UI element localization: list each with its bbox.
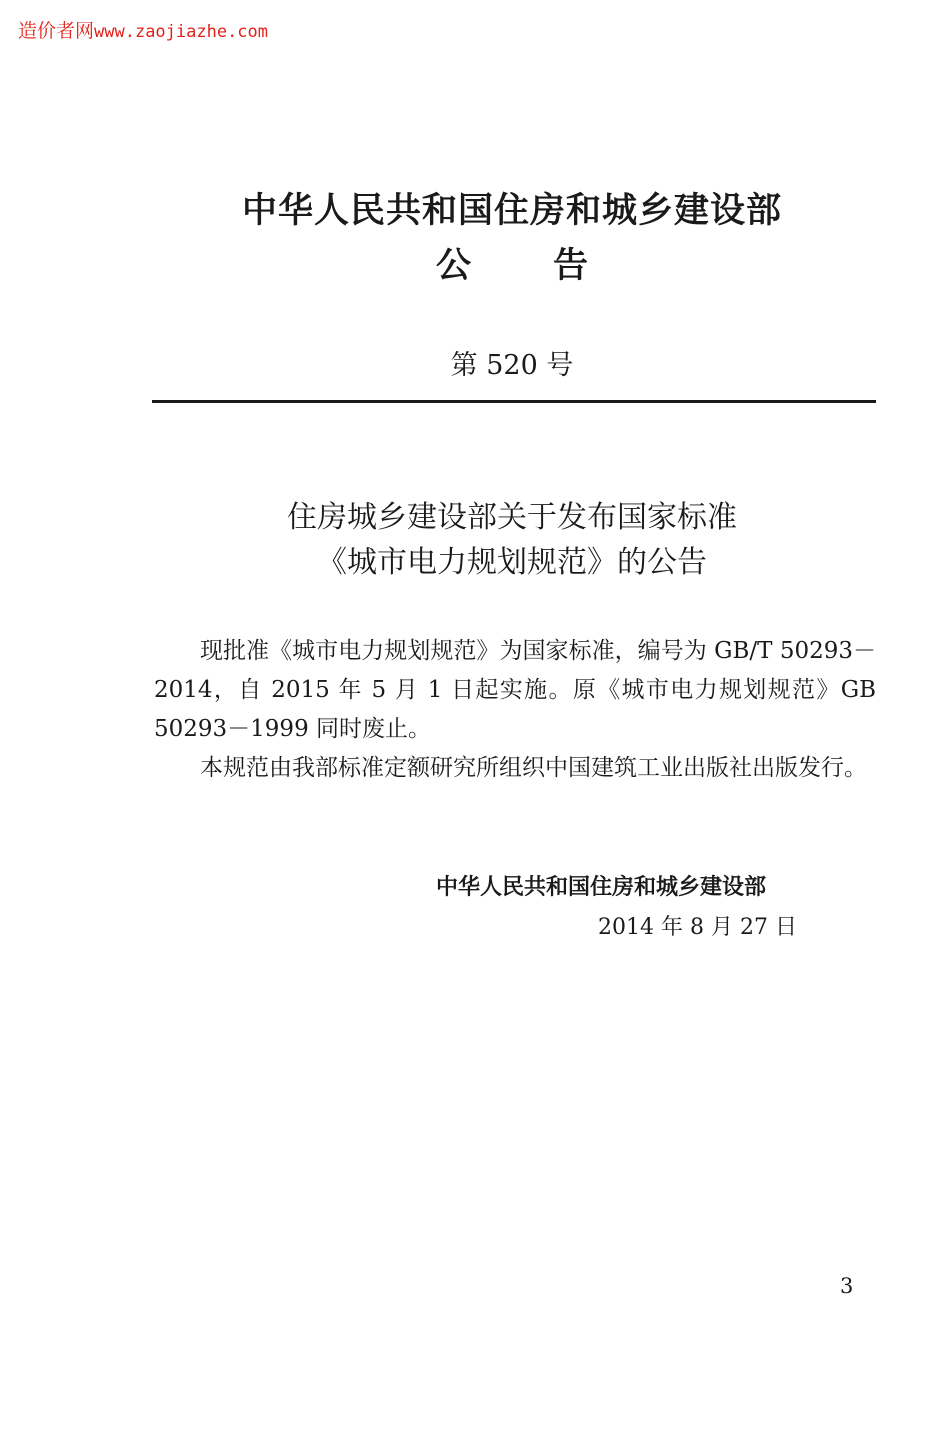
body-paragraph-1: 现批准《城市电力规划规范》为国家标准，编号为 GB/T 50293－2014，自 2015 年 5 月 1 日起实施。原《城市电力规划规范》GB 50293－1999 同时废止。 [154,638,876,742]
header-divider [152,400,876,403]
watermark-url[interactable]: www.zaojiazhe.com [94,22,269,42]
watermark-site-name: 造价者网 [18,20,95,42]
notice-body [154,632,876,788]
ministry-title: 中华人民共和国住房和城乡建设部 [241,191,782,231]
watermark [18,16,268,43]
announcement-number: 第 520 号 [450,350,574,381]
issue-date: 2014 年 8 月 27 日 [598,915,797,940]
announcement-title: 公告 [435,246,670,286]
issuer-signature: 中华人民共和国住房和城乡建设部 [436,875,767,900]
notice-title-line1: 住房城乡建设部关于发布国家标准 [287,500,737,535]
page-number: 3 [840,1274,854,1298]
body-paragraph-2: 本规范由我部标准定额研究所组织中国建筑工业出版社出版发行。 [200,755,867,781]
notice-title-line2: 《城市电力规划规范》的公告 [317,545,707,580]
